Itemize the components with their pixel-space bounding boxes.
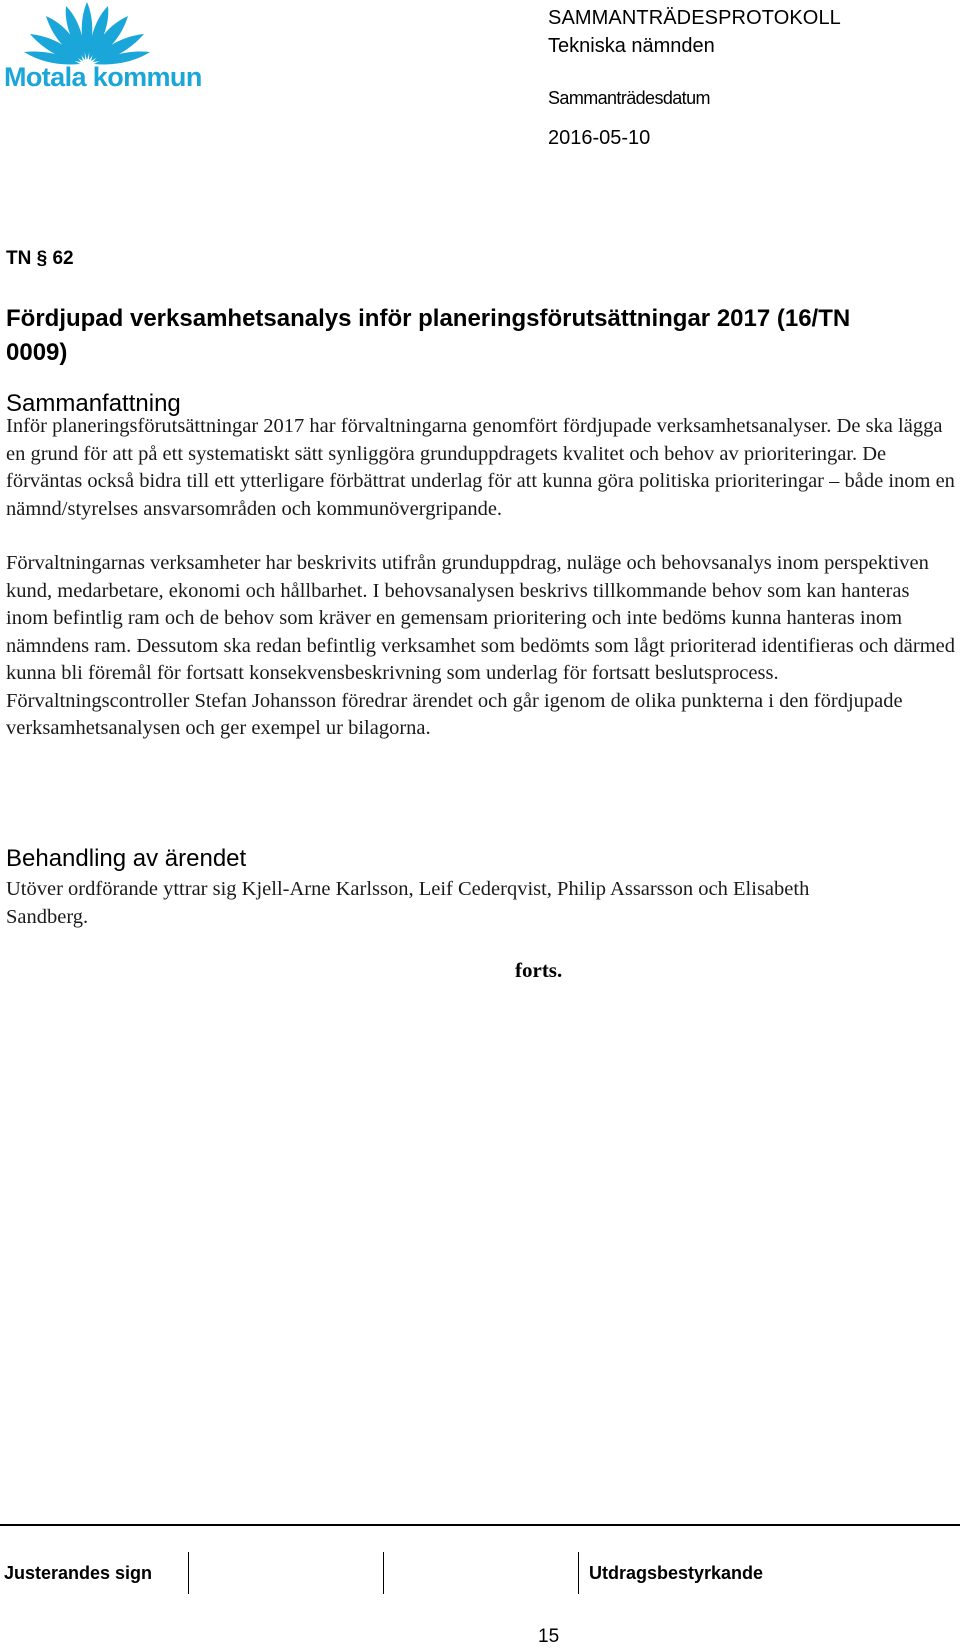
section-title: Fördjupad verksamhetsanalys inför planeringsförutsättningar 2017 (16/TN 0009): [6, 305, 851, 366]
document-type: SAMMANTRÄDESPROTOKOLL: [548, 7, 841, 29]
signature-label: Justerandes sign: [4, 1563, 153, 1583]
lotus-flower-icon: [22, 0, 152, 66]
handling-text: [6, 876, 876, 931]
meeting-date: 2016-05-10: [548, 127, 651, 149]
footer-divider: [0, 1524, 960, 1526]
continued-marker: forts.: [515, 958, 563, 982]
motala-kommun-logo: [2, 0, 202, 100]
document-header: [548, 4, 841, 150]
summary-heading: Sammanfattning: [6, 390, 181, 417]
page-number: 15: [538, 1626, 560, 1647]
summary-paragraph-2: Förvaltningarnas verksamheter har beskrivits utifrån grunduppdrag, nuläge och behovsanalys inom perspektiven kund, medarbetare, ekonomi och hållbarhet. I behovsanalysen beskrivs tillkommande behov som kan hanteras inom befintlig ram och de behov som kräver en gemensam prioritering och inte bedöms kunna hanteras inom nämndens ram. Dessutom ska redan befintlig verksamhet som bedömts som lågt prioriterad identifieras och därmed kunna bli föremål för fortsatt konsekvensbeskrivning som underlag för fortsatt beslutsprocess. Förvaltningscontroller Stefan Johansson föredrar ärendet och går igenom de olika punkterna i den fördjupade verksamhetsanalysen och ger exempel ur bilagorna.: [6, 552, 956, 739]
summary-text: [6, 413, 956, 743]
signature-box-divider: [188, 1552, 189, 1594]
logo-text: Motala kommun: [4, 62, 202, 92]
signature-box-divider: [383, 1552, 384, 1594]
signature-box-divider: [578, 1552, 579, 1594]
handling-paragraph: Utöver ordförande yttrar sig Kjell-Arne Karlsson, Leif Cederqvist, Philip Assarsson och Elisabeth Sandberg.: [6, 878, 810, 928]
paragraph-id: TN § 62: [6, 248, 74, 269]
committee-name: Tekniska nämnden: [548, 35, 715, 57]
handling-heading: Behandling av ärendet: [6, 845, 247, 872]
summary-paragraph-1: Inför planeringsförutsättningar 2017 har förvaltningarna genomfört fördjupade verksamhetsanalyser. De ska lägga en grund för att på ett systematiskt sätt synliggöra grunduppdragets kvalitet och behov av prioriteringar. De förväntas också bidra till ett ytterligare förbättrat underlag för att kunna göra politiska prioriteringar – både inom en nämnd/styrelses ansvarsområden och kommunövergripande.: [6, 415, 955, 520]
extract-certification-label: Utdragsbestyrkande: [589, 1563, 764, 1583]
meeting-date-label: Sammanträdesdatum: [548, 88, 710, 108]
